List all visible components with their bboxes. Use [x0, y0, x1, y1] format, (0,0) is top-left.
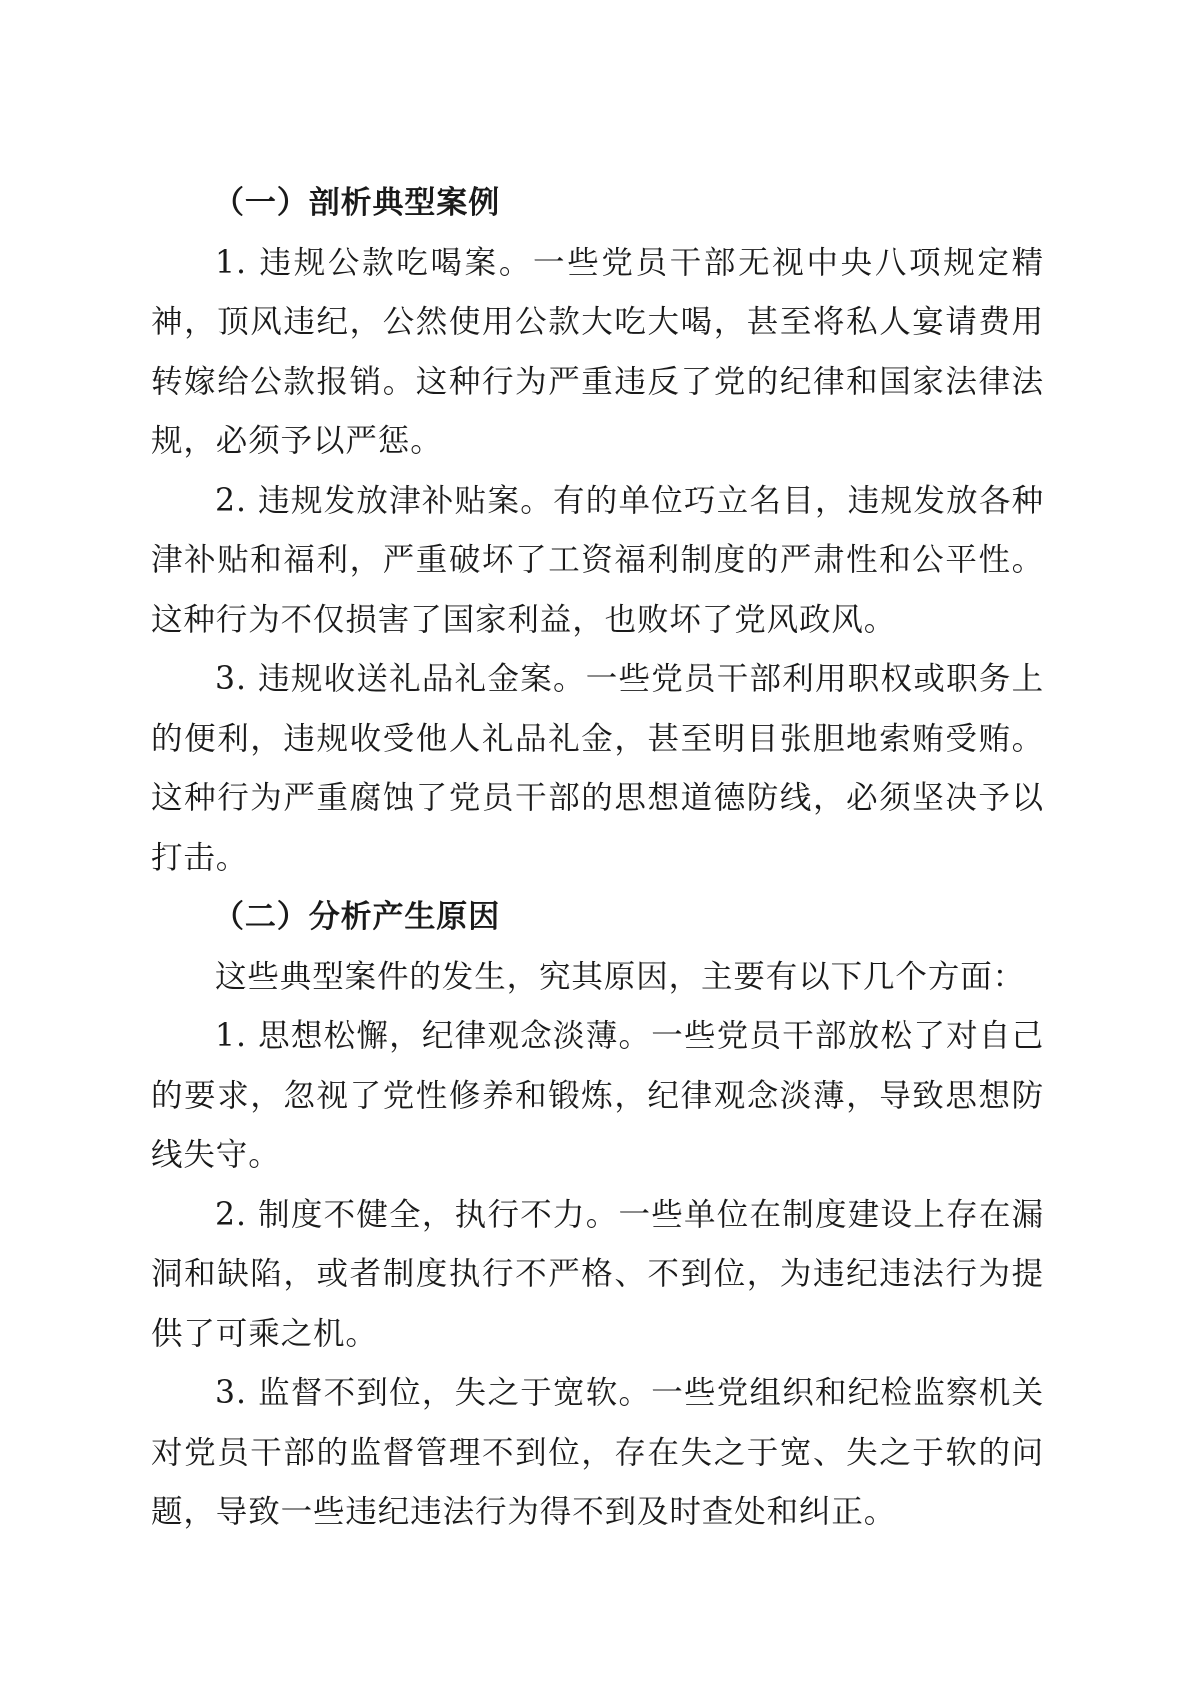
paragraph: 1. 思想松懈，纪律观念淡薄。一些党员干部放松了对自己的要求，忽视了党性修养和锻炼，纪律观念淡薄，导致思想防线失守。 [151, 1018, 1044, 1173]
section-heading-2: （二）分析产生原因 [213, 899, 501, 935]
section-heading-1: （一）剖析典型案例 [213, 185, 501, 221]
paragraph: 1. 违规公款吃喝案。一些党员干部无视中央八项规定精神，顶风违纪，公然使用公款大吃大喝，甚至将私人宴请费用转嫁给公款报销。这种行为严重违反了党的纪律和国家法律法规，必须予以严惩。 [151, 244, 1044, 459]
paragraph: 3. 违规收送礼品礼金案。一些党员干部利用职权或职务上的便利，违规收受他人礼品礼金，甚至明目张胆地索贿受贿。这种行为严重腐蚀了党员干部的思想道德防线，必须坚决予以打击。 [151, 661, 1044, 876]
paragraph: 3. 监督不到位，失之于宽软。一些党组织和纪检监察机关对党员干部的监督管理不到位，存在失之于宽、失之于软的问题，导致一些违纪违法行为得不到及时查处和纠正。 [151, 1375, 1044, 1530]
paragraph: 2. 违规发放津补贴案。有的单位巧立名目，违规发放各种津补贴和福利，严重破坏了工资福利制度的严肃性和公平性。这种行为不仅损害了国家利益，也败坏了党风政风。 [151, 482, 1044, 638]
paragraph: 2. 制度不健全，执行不力。一些单位在制度建设上存在漏洞和缺陷，或者制度执行不严格、不到位，为违纪违法行为提供了可乘之机。 [151, 1196, 1044, 1352]
paragraph: 这些典型案件的发生，究其原因，主要有以下几个方面： [215, 958, 1026, 995]
document-body [151, 174, 1044, 1543]
